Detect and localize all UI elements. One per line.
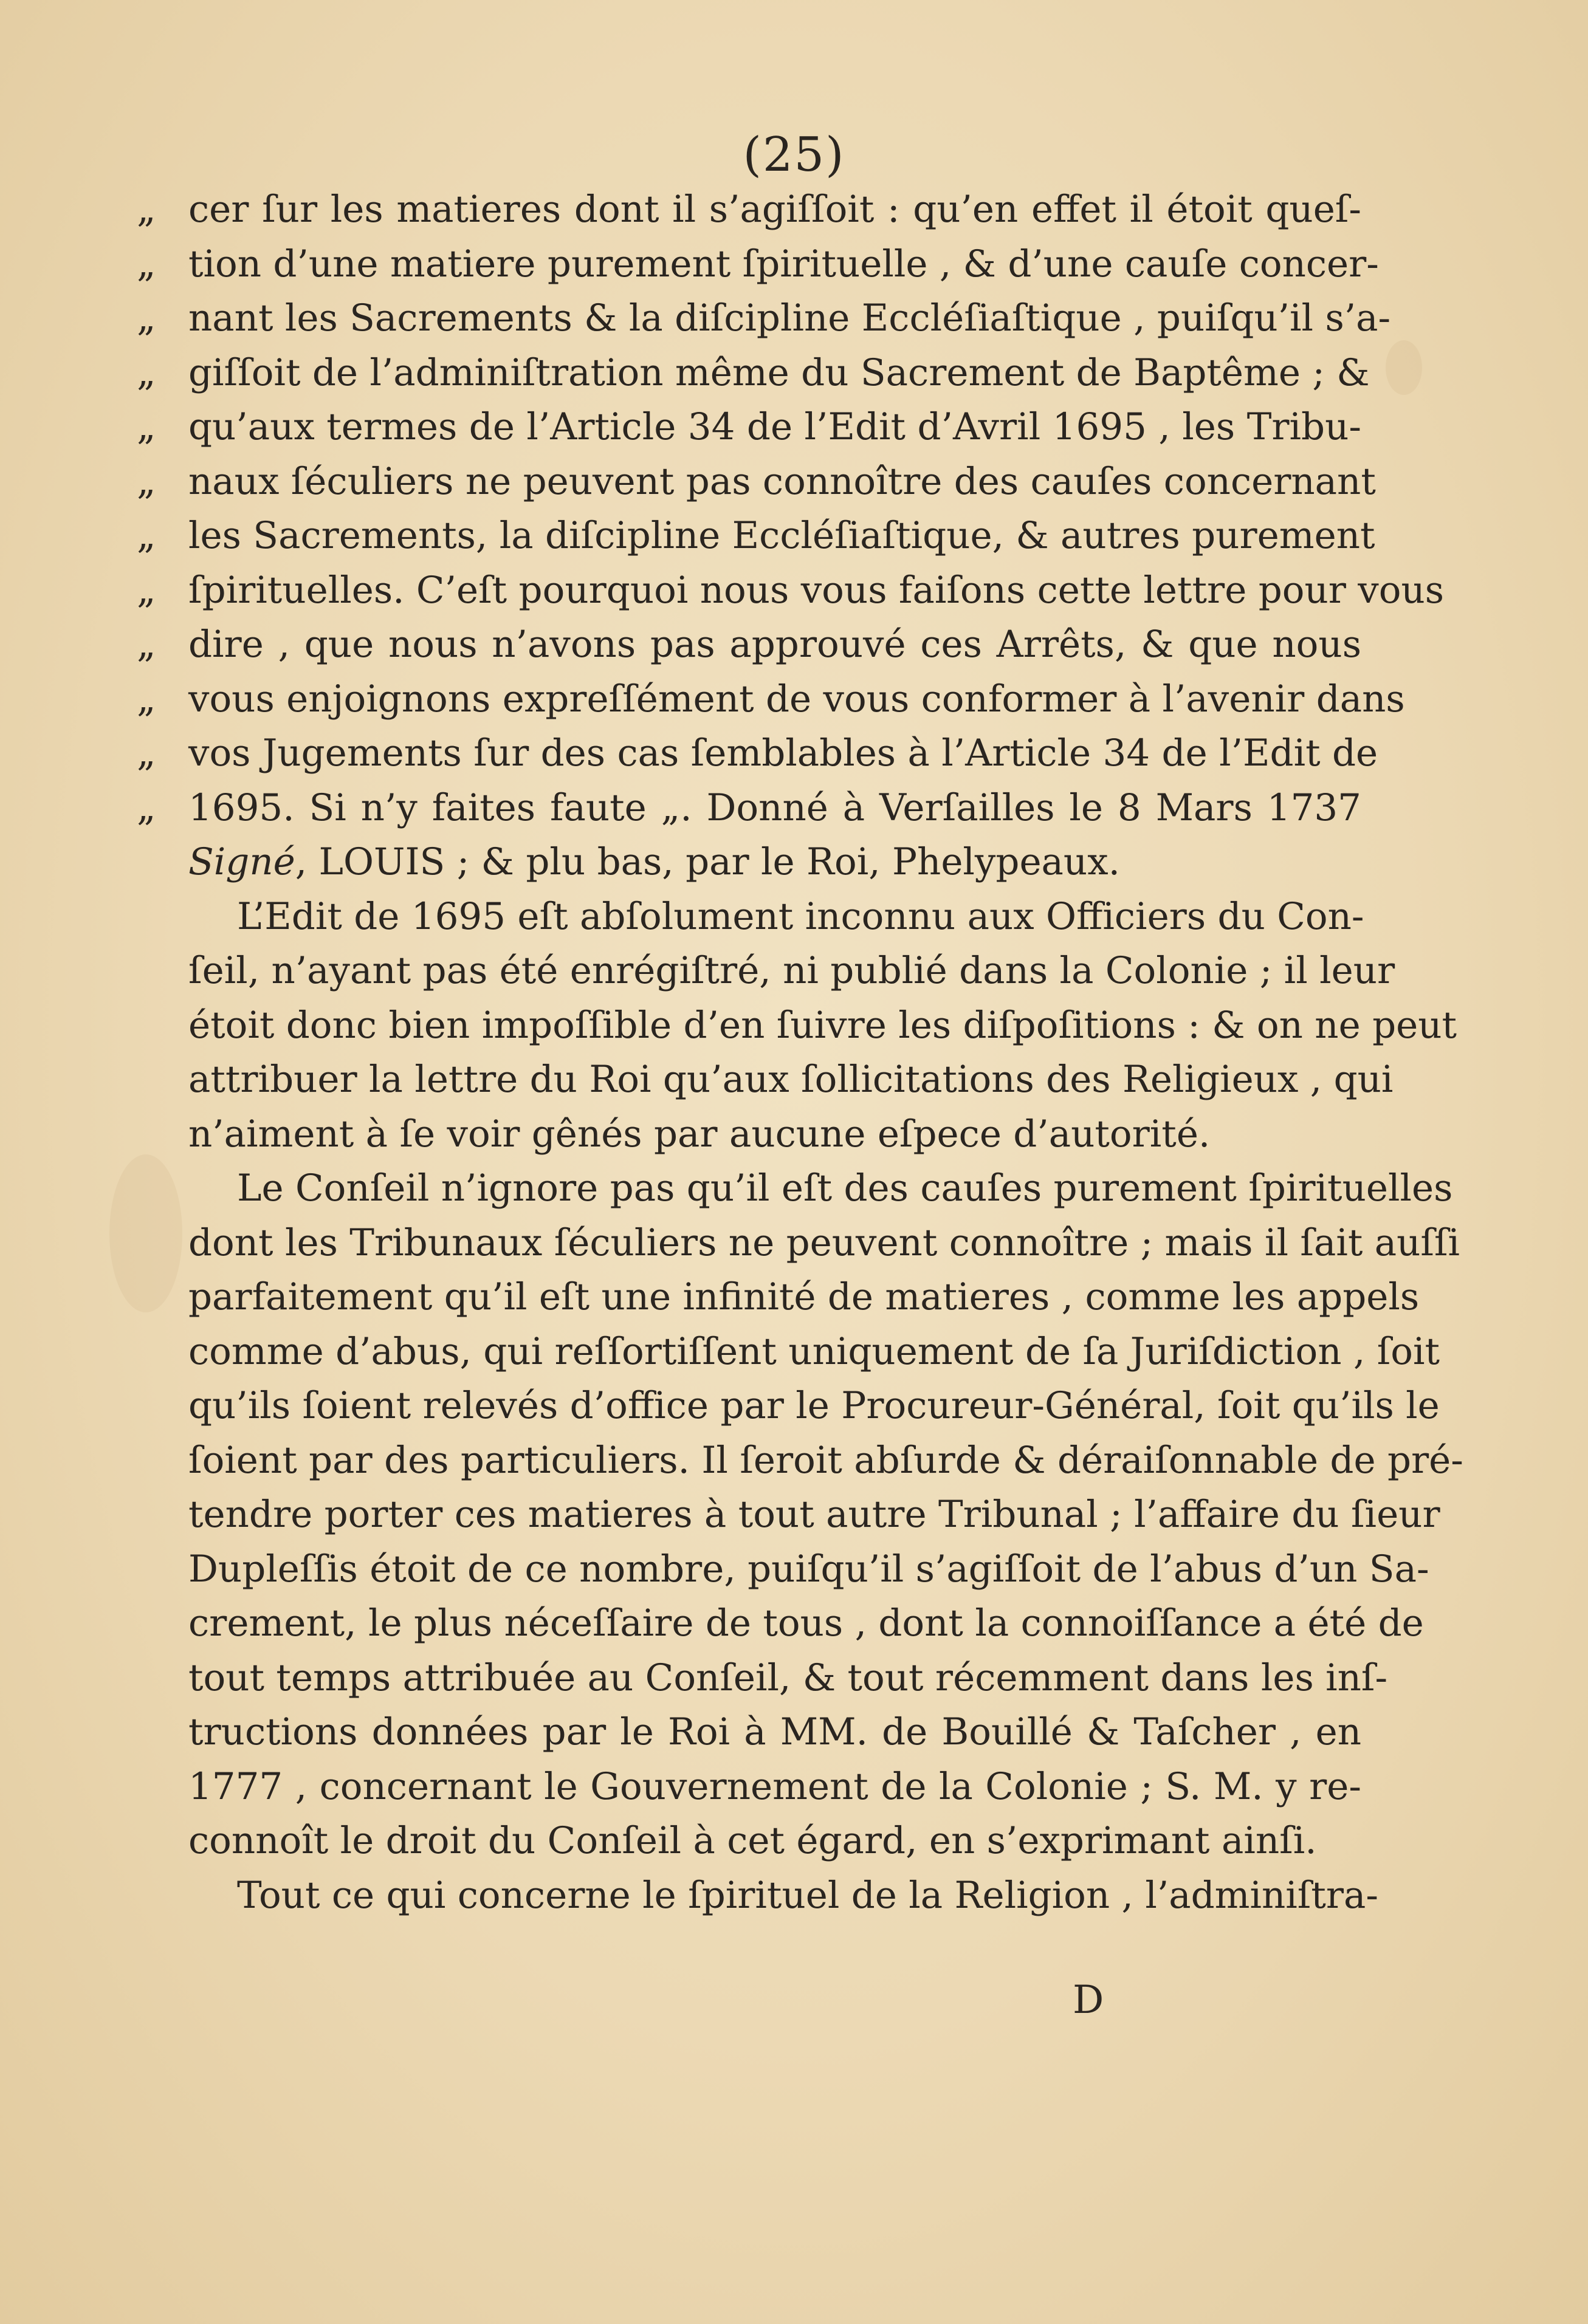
paper-stain <box>1386 340 1422 395</box>
paragraph-line: comme d’abus, qui reſſortiſſent uniquement de ſa Juriſdiction , ſoit <box>188 1329 1440 1373</box>
quoted-line <box>137 182 1361 237</box>
paragraph-line: connoît le droit du Conſeil à cet égard, en s’exprimant ainſi. <box>188 1819 1317 1862</box>
quoted-line-text: naux ſéculiers ne peuvent pas connoître des cauſes concernant <box>188 459 1376 503</box>
quoted-line-text: tion d’une matiere purement ſpirituelle , & d’une cauſe concer- <box>188 242 1379 286</box>
page-number: (25) <box>743 128 845 182</box>
catchword: D <box>1073 1978 1104 2023</box>
quoted-line-text: les Sacrements, la diſcipline Eccléſiaſtique, & autres purement <box>188 514 1375 557</box>
quoted-line <box>137 672 1405 727</box>
paper-stain <box>109 1154 182 1312</box>
paragraph-line: parfaitement qu’il eſt une infinité de matieres , comme les appels <box>188 1275 1420 1318</box>
quoted-line <box>137 781 1361 835</box>
quoted-line <box>137 291 1391 346</box>
quoted-line <box>137 346 1370 400</box>
quote-mark: „ <box>137 459 156 503</box>
paragraph-line: Tout ce qui concerne le ſpirituel de la Religion , l’adminiſtra- <box>237 1873 1379 1917</box>
quote-mark: „ <box>137 786 156 829</box>
paragraph <box>188 889 1457 1162</box>
paragraph <box>188 1868 1379 1923</box>
paragraph-line: tout temps attribuée au Conſeil, & tout récemment dans les inſ- <box>188 1656 1388 1699</box>
quoted-line <box>137 617 1361 672</box>
paragraph-line: attribuer la lettre du Roi qu’aux ſollicitations des Religieux , qui <box>188 1058 1394 1101</box>
paragraph-line: n’aiment à ſe voir gênés par aucune eſpece d’autorité. <box>188 1112 1211 1156</box>
quoted-line <box>137 454 1376 509</box>
paragraph-line: ſeil, n’ayant pas été enrégiſtré, ni publié dans la Colonie ; il leur <box>188 949 1395 992</box>
paragraph <box>188 1161 1463 1868</box>
quoted-line-text: nant les Sacrements & la diſcipline Eccléſiaſtique , puiſqu’il s’a- <box>188 296 1391 340</box>
quote-mark: „ <box>137 568 156 612</box>
quote-mark: „ <box>137 188 156 231</box>
quote-mark: „ <box>137 623 156 666</box>
quote-mark: „ <box>137 351 156 394</box>
quoted-line <box>137 726 1378 781</box>
quoted-line-text: vous enjoignons expreſſément de vous conformer à l’avenir dans <box>188 677 1405 721</box>
paragraph-line: dont les Tribunaux ſéculiers ne peuvent connoître ; mais il ſait auſſi <box>188 1221 1460 1264</box>
quoted-line-text: vos Jugements ſur des cas ſemblables à l’Article 34 de l’Edit de <box>188 732 1378 775</box>
signature-line <box>188 835 1361 889</box>
body-text <box>137 182 1463 1922</box>
quote-mark: „ <box>137 296 156 340</box>
paragraph-line: tructions données par le Roi à MM. de Bouillé & Taſcher , en <box>188 1710 1361 1753</box>
paragraph-line: tendre porter ces matieres à tout autre Tribunal ; l’affaire du ſieur <box>188 1493 1440 1536</box>
quote-mark: „ <box>137 677 156 721</box>
paragraph-line: qu’ils ſoient relevés d’office par le Procureur-Général, ſoit qu’ils le <box>188 1384 1440 1427</box>
quoted-line-text: cer ſur les matieres dont il s’agiſſoit : qu’en effet il étoit queſ- <box>188 188 1361 231</box>
paragraph-line: Le Conſeil n’ignore pas qu’il eſt des cauſes purement ſpirituelles <box>237 1167 1453 1210</box>
quoted-line <box>137 563 1445 618</box>
paragraph-line: ſoient par des particuliers. Il ſeroit abſurde & déraiſonnable de pré- <box>188 1438 1463 1482</box>
quote-mark: „ <box>137 732 156 775</box>
signature-word: Signé <box>188 840 295 883</box>
paragraph-line: Dupleſſis étoit de ce nombre, puiſqu’il s’agiſſoit de l’abus d’un Sa- <box>188 1547 1429 1591</box>
quoted-line-text: qu’aux termes de l’Article 34 de l’Edit d’Avril 1695 , les Tribu- <box>188 405 1361 448</box>
quoted-letter <box>137 182 1445 889</box>
paragraph-line: étoit donc bien impoſſible d’en ſuivre les diſpoſitions : & on ne peut <box>188 1003 1457 1047</box>
quoted-line-text: 1695. Si n’y faites faute „. Donné à Verſailles le 8 Mars 1737 <box>188 786 1361 829</box>
paragraph-line: 1777 , concernant le Gouvernement de la Colonie ; S. M. y re- <box>188 1764 1361 1808</box>
signature-rest: , LOUIS ; & plu bas, par le Roi, Phelypeaux. <box>295 840 1120 883</box>
quoted-line-text: dire , que nous n’avons pas approuvé ces Arrêts, & que nous <box>188 623 1361 666</box>
quote-mark: „ <box>137 405 156 448</box>
quote-mark: „ <box>137 514 156 557</box>
quoted-line <box>137 400 1361 454</box>
quoted-line <box>137 509 1375 563</box>
quoted-line-text: giſſoit de l’adminiſtration même du Sacrement de Baptême ; & <box>188 351 1370 394</box>
paragraph-line: L’Edit de 1695 eſt abſolument inconnu aux Officiers du Con- <box>237 894 1364 938</box>
paragraph-line: crement, le plus néceſſaire de tous , dont la connoiſſance a été de <box>188 1602 1424 1645</box>
quoted-line-text: ſpirituelles. C’eſt pourquoi nous vous faiſons cette lettre pour vous <box>188 568 1445 612</box>
quoted-line <box>137 237 1379 292</box>
quote-mark: „ <box>137 242 156 286</box>
